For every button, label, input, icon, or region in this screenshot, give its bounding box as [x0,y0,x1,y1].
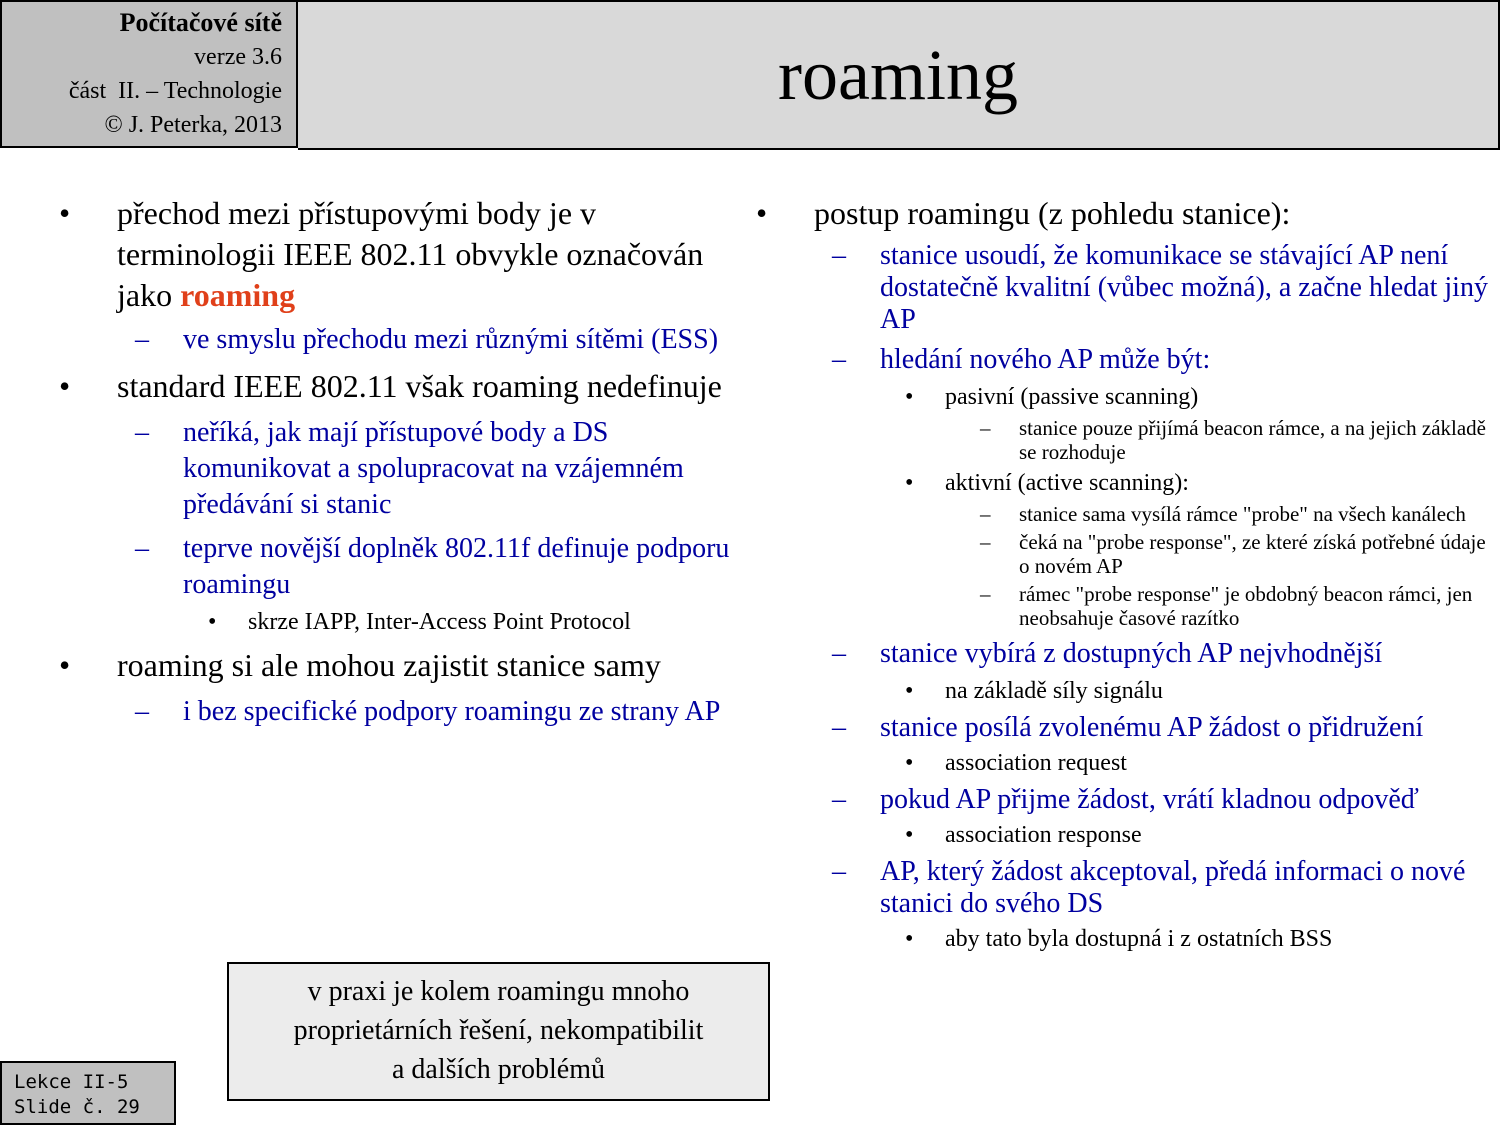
right-step-3-item-1: • na základě síly signálu [752,676,1492,706]
course-copyright: © J. Peterka, 2013 [104,112,282,138]
left-bullet-2-sub-2-item-1: • skrze IAPP, Inter-Access Point Protocol [55,607,745,637]
right-step-2-item-2-detail-1: – stanice sama vysílá rámce "probe" na všech kanálech [752,502,1492,526]
note-line-1: v praxi je kolem roamingu mnoho [307,976,690,1007]
right-step-5-item-1: • association response [752,820,1492,850]
right-step-6-item-1: • aby tato byla dostupná i z ostatních BSS [752,924,1492,954]
right-bullet-1: • postup roamingu (z pohledu stanice): [752,193,1492,234]
note-line-2: proprietárních řešení, nekompatibilit [293,1015,704,1046]
right-step-2-item-2-detail-2: – čeká na "probe response", ze které získá potřebné údaje o novém AP [752,530,1492,578]
left-bullet-2: • standard IEEE 802.11 však roaming nedefinuje [55,366,745,407]
right-step-3: – stanice vybírá z dostupných AP nejvhodnější [752,636,1492,672]
note-box [227,962,770,1101]
right-column [752,190,1492,954]
right-step-1: – stanice usoudí, že komunikace se stávající AP není dostatečně kvalitní (vůbec možná), a začne hledat jiný AP [752,240,1492,336]
right-step-5: – pokud AP přijme žádost, vrátí kladnou odpověď [752,784,1492,816]
left-bullet-1 [55,193,745,316]
title-bar [298,0,1500,150]
right-step-2-item-2-detail-3: – rámec "probe response" je obdobný beacon rámci, jen neobsahuje časové razítko [752,582,1492,630]
left-bullet-1-text: přechod mezi přístupovými body je v terminologii IEEE 802.11 obvykle označován jako [117,195,704,313]
lecture-label: Lekce II-5 [14,1071,129,1093]
right-step-2: – hledání nového AP může být: [752,342,1492,378]
left-bullet-1-sub-1: – ve smyslu přechodu mezi různými sítěmi (ESS) [55,322,745,358]
right-step-2-item-2: • aktivní (active scanning): [752,468,1492,498]
slide-title: roaming [778,35,1018,115]
right-step-4: – stanice posílá zvolenému AP žádost o přidružení [752,712,1492,744]
right-step-2-item-1-detail-1: – stanice pouze přijímá beacon rámce, a na jejich základě se rozhoduje [752,416,1492,464]
course-info-box [0,0,298,148]
slide-number: Slide č. 29 [14,1096,140,1118]
slide-footer [0,1061,176,1125]
right-step-2-item-1: • pasivní (passive scanning) [752,382,1492,412]
left-bullet-3: • roaming si ale mohou zajistit stanice samy [55,645,745,686]
right-step-4-item-1: • association request [752,748,1492,778]
left-bullet-2-sub-1: – neříká, jak mají přístupové body a DS komunikovat a spolupracovat na vzájemném předávání si stanic [55,415,745,523]
left-bullet-3-sub-1: – i bez specifické podpory roamingu ze strany AP [55,694,745,730]
left-column [55,190,745,730]
course-version: verze 3.6 [194,44,282,70]
roaming-highlight: roaming [180,277,296,313]
left-bullet-2-sub-2: – teprve novější doplněk 802.11f definuje podporu roamingu [55,531,745,603]
course-part: část II. – Technologie [68,78,282,104]
note-line-3: a dalších problémů [391,1054,606,1085]
course-title: Počítačové sítě [119,8,282,37]
right-step-6: – AP, který žádost akceptoval, předá informaci o nové stanici do svého DS [752,856,1492,920]
